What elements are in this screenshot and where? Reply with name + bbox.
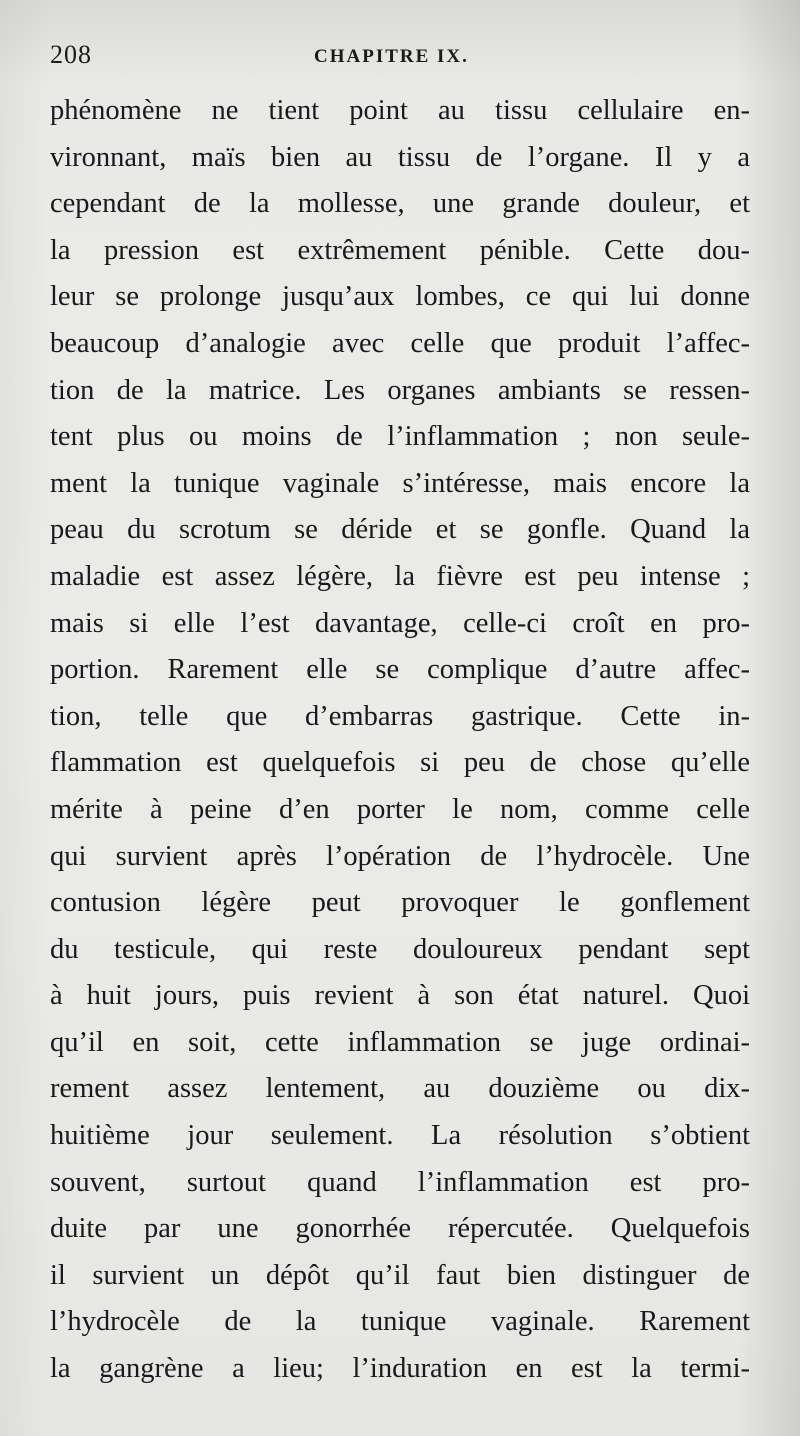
text-line: huitième jour seulement. La résolution s’obtient: [50, 1120, 750, 1152]
text-line: qui survient après l’opération de l’hydrocèle. Une: [50, 840, 750, 872]
text-line: mérite à peine d’en porter le nom, comme celle: [50, 793, 750, 825]
text-line: il survient un dépôt qu’il faut bien distinguer de: [50, 1259, 750, 1291]
text-line: maladie est assez légère, la fièvre est peu intense ;: [50, 560, 750, 592]
text-line: leur se prolonge jusqu’aux lombes, ce qui lui donne: [50, 281, 750, 313]
text-line: contusion légère peut provoquer le gonflement: [50, 887, 750, 919]
text-line: l’hydrocèle de la tunique vaginale. Rarement: [50, 1306, 750, 1338]
text-line: la gangrène a lieu; l’induration en est la termi-: [50, 1353, 750, 1385]
text-line: du testicule, qui reste douloureux pendant sept: [50, 933, 750, 965]
text-line: tent plus ou moins de l’inflammation ; non seule-: [50, 421, 750, 453]
text-line: souvent, surtout quand l’inflammation est pro-: [50, 1166, 750, 1198]
text-line: à huit jours, puis revient à son état naturel. Quoi: [50, 980, 750, 1012]
text-line: qu’il en soit, cette inflammation se juge ordinai-: [50, 1026, 750, 1058]
text-line: peau du scrotum se déride et se gonfle. Quand la: [50, 514, 750, 546]
text-line: phénomène ne tient point au tissu cellulaire en-: [50, 95, 750, 126]
text-line: duite par une gonorrhée répercutée. Quelquefois: [50, 1213, 750, 1245]
text-line: rement assez lentement, au douzième ou dix-: [50, 1073, 750, 1105]
text-line: tion de la matrice. Les organes ambiants se ressen-: [50, 374, 750, 406]
body-text: [50, 88, 750, 1393]
text-line: portion. Rarement elle se complique d’autre affec-: [50, 654, 750, 686]
page-number: 208: [50, 40, 92, 69]
running-head: CHAPITRE IX.: [314, 46, 469, 67]
text-line: tion, telle que d’embarras gastrique. Cette in-: [50, 700, 750, 732]
text-line: vironnant, maïs bien au tissu de l’organe. Il y a: [50, 141, 750, 173]
text-line: flammation est quelquefois si peu de chose qu’elle: [50, 747, 750, 779]
text-line: la pression est extrêmement pénible. Cette dou-: [50, 234, 750, 266]
text-line: ment la tunique vaginale s’intéresse, mais encore la: [50, 467, 750, 499]
page-header: [50, 40, 750, 76]
text-line: mais si elle l’est davantage, celle-ci croît en pro-: [50, 607, 750, 639]
text-line: cependant de la mollesse, une grande douleur, et: [50, 188, 750, 220]
text-line: beaucoup d’analogie avec celle que produit l’affec-: [50, 327, 750, 359]
